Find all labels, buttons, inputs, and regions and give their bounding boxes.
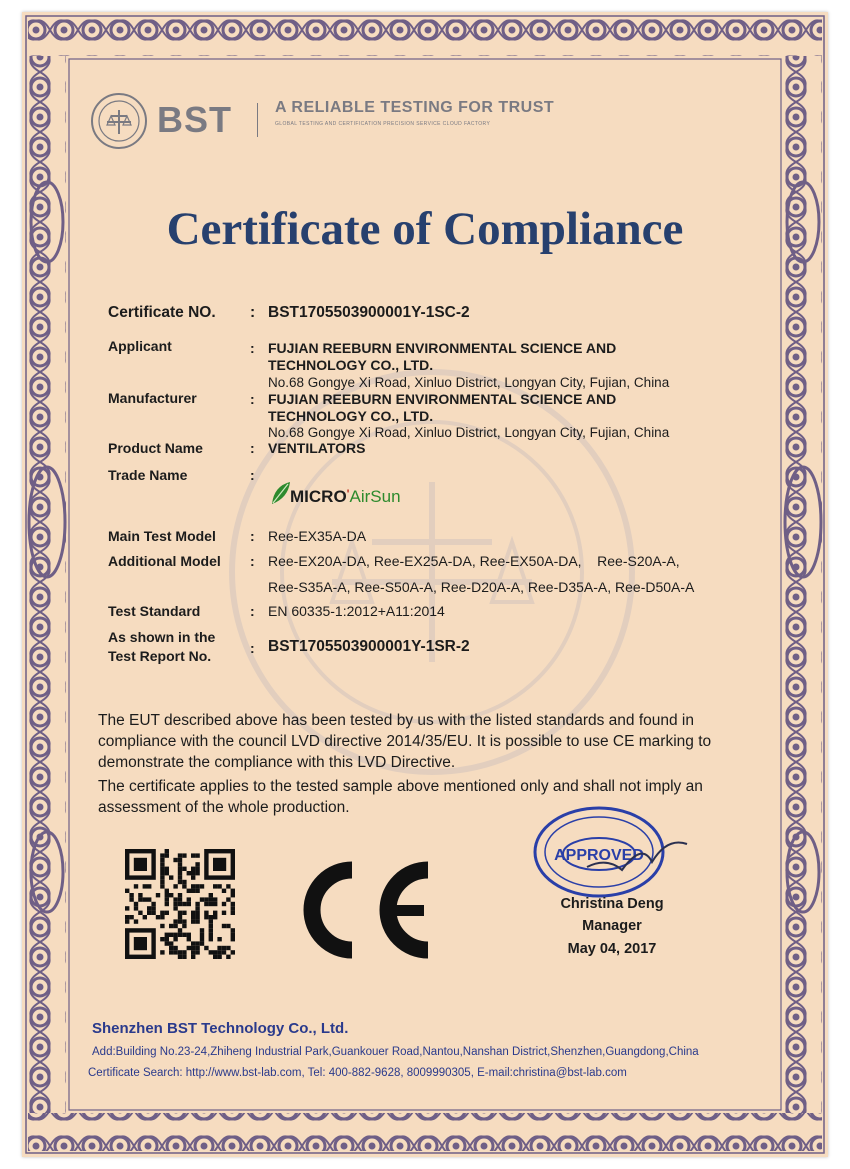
value-product-name: VENTILATORS	[268, 440, 366, 456]
value-test-standard: EN 60335-1:2012+A11:2014	[268, 603, 445, 619]
label-certificate-no: Certificate NO.	[108, 304, 216, 321]
qr-code	[125, 849, 235, 959]
value-applicant-address: No.68 Gongye Xi Road, Xinluo District, Longyan City, Fujian, China	[268, 375, 670, 390]
colon: :	[250, 528, 255, 544]
colon: :	[250, 304, 256, 321]
leaf-icon	[270, 480, 292, 506]
brand-micro: MICRO	[290, 487, 347, 506]
label-report-line2: Test Report No.	[108, 648, 212, 664]
label-product-name: Product Name	[108, 440, 203, 456]
header-logo	[157, 99, 555, 141]
value-report-no: BST1705503900001Y-1SR-2	[268, 638, 470, 655]
logo-subtagline: GLOBAL TESTING AND CERTIFICATION PRECISION SERVICE CLOUD FACTORY	[275, 121, 491, 127]
stamp-text: APPROVED	[554, 847, 644, 864]
logo-divider	[257, 103, 258, 137]
logo-tagline: A RELIABLE TESTING FOR TRUST	[275, 99, 555, 116]
value-applicant-line1: FUJIAN REEBURN ENVIRONMENTAL SCIENCE AND	[268, 340, 617, 356]
footer-address: Add:Building No.23-24,Zhiheng Industrial Park,Guankouer Road,Nantou,Nanshan District,Shenzhen,Guangdong,China	[92, 1046, 699, 1058]
label-report-line1: As shown in the	[108, 629, 216, 645]
label-additional-model: Additional Model	[108, 553, 221, 569]
value-manufacturer-address: No.68 Gongye Xi Road, Xinluo District, Longyan City, Fujian, China	[268, 425, 670, 440]
brand-airsun: AirSun	[349, 487, 401, 506]
statement-paragraph-2: The certificate applies to the tested sample above mentioned only and shall not imply an assessment of the whole production.	[98, 778, 703, 816]
footer-company: Shenzhen BST Technology Co., Ltd.	[92, 1020, 349, 1037]
colon: :	[250, 640, 255, 656]
logo-brand: BST	[157, 99, 232, 140]
label-manufacturer: Manufacturer	[108, 390, 197, 406]
colon: :	[250, 603, 255, 619]
label-test-standard: Test Standard	[108, 603, 201, 619]
value-main-test-model: Ree-EX35A-DA	[268, 528, 367, 544]
colon: :	[250, 440, 255, 456]
approved-stamp	[527, 802, 697, 902]
value-manufacturer-line2: TECHNOLOGY CO., LTD.	[268, 408, 434, 424]
signatory-name: Christina Deng	[560, 896, 664, 912]
trade-name-brand: MICRO'AirSun	[290, 487, 401, 506]
colon: :	[250, 553, 255, 569]
signature-date: May 04, 2017	[567, 941, 657, 957]
ce-mark	[290, 860, 440, 960]
value-additional-model-line2: Ree-S35A-A, Ree-S50A-A, Ree-D20A-A, Ree-D35A-A, Ree-D50A-A	[268, 579, 695, 595]
value-additional-model-line1: Ree-EX20A-DA, Ree-EX25A-DA, Ree-EX50A-DA, Ree-S20A-A,	[268, 553, 680, 569]
bst-seal-logo	[90, 92, 148, 150]
label-trade-name: Trade Name	[108, 467, 188, 483]
colon: :	[250, 340, 255, 356]
footer-contact: Certificate Search: http://www.bst-lab.com, Tel: 400-882-9628, 8009990305, E-mail:christina@bst-lab.com	[88, 1067, 627, 1079]
label-main-test-model: Main Test Model	[108, 528, 216, 544]
certificate-page	[22, 12, 828, 1157]
certificate-title: Certificate of Compliance	[166, 203, 684, 255]
value-manufacturer-line1: FUJIAN REEBURN ENVIRONMENTAL SCIENCE AND	[268, 391, 617, 407]
value-certificate-no: BST1705503900001Y-1SC-2	[268, 304, 470, 321]
signatory-title: Manager	[582, 918, 642, 934]
colon: :	[250, 391, 255, 407]
value-applicant-line2: TECHNOLOGY CO., LTD.	[268, 357, 434, 373]
colon: :	[250, 467, 255, 483]
label-applicant: Applicant	[108, 338, 172, 354]
statement-paragraph-1: The EUT described above has been tested by us with the listed standards and found in compliance with the council LVD directive 2014/35/EU. It is possible to use CE marking to demonstrate the compliance with this LVD Directive.	[98, 712, 712, 771]
